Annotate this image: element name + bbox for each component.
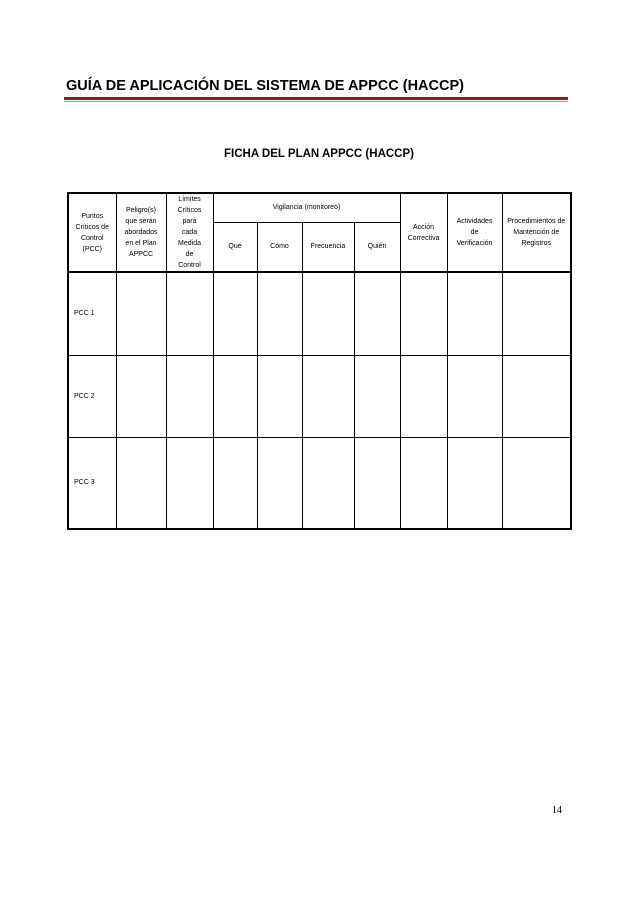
- col-header-frecuencia-text: Frecuencia: [310, 243, 346, 251]
- table-row: [68, 437, 571, 529]
- col-header-pcc: [68, 193, 116, 272]
- col-header-peligros: [116, 193, 166, 272]
- cell: [447, 355, 502, 437]
- col-header-actividades-text: Actividades de Verificación: [456, 218, 493, 247]
- cell: [257, 437, 302, 529]
- col-header-como-text: Cómo: [270, 243, 289, 251]
- col-header-quien-text: Quién: [367, 243, 387, 251]
- cell: [354, 355, 400, 437]
- cell: [213, 272, 257, 355]
- col-header-accion: [400, 193, 447, 272]
- col-header-vigilancia: [213, 193, 400, 222]
- cell: [400, 437, 447, 529]
- cell: [502, 437, 571, 529]
- col-header-peligros-text: Peligro(s) que serán abordados en el Plan APPCC: [124, 207, 158, 258]
- cell: [166, 272, 213, 355]
- page-header-title: GUÍA DE APLICACIÓN DEL SISTEMA DE APPCC (HACCP): [66, 78, 464, 94]
- row-label-pcc2: PCC 2: [68, 355, 116, 437]
- col-header-limites-text: Límites Críticos para cada Medida de Control: [177, 196, 202, 269]
- col-header-actividades: [447, 193, 502, 272]
- header-divider-thin: [64, 101, 568, 102]
- col-header-vigilancia-text: Vigilancia (monitoreo): [272, 204, 341, 212]
- cell: [116, 437, 166, 529]
- cell: [502, 355, 571, 437]
- cell: [166, 437, 213, 529]
- cell: [116, 272, 166, 355]
- cell: [447, 437, 502, 529]
- row-label-pcc1: PCC 1: [68, 272, 116, 355]
- cell: [354, 272, 400, 355]
- col-header-procedimientos: [502, 193, 571, 272]
- cell: [302, 355, 354, 437]
- col-header-que-text: Qué: [228, 243, 242, 251]
- col-header-como: [257, 222, 302, 272]
- document-title-text: FICHA DEL PLAN APPCC (HACCP): [224, 148, 414, 160]
- col-header-procedimientos-text: Procedimientos de Mantención de Registros: [507, 218, 566, 247]
- page-number: 14: [552, 805, 562, 816]
- document-title: [0, 148, 638, 160]
- table-row: [68, 355, 571, 437]
- cell: [400, 272, 447, 355]
- col-header-frecuencia: [302, 222, 354, 272]
- cell: [302, 272, 354, 355]
- table-row: [68, 272, 571, 355]
- cell: [502, 272, 571, 355]
- col-header-pcc-text: Puntos Críticos de Control (PCC): [75, 212, 109, 253]
- col-header-que: [213, 222, 257, 272]
- cell: [257, 272, 302, 355]
- haccp-plan-table: [67, 192, 572, 530]
- cell: [400, 355, 447, 437]
- cell: [447, 272, 502, 355]
- header-divider: [64, 97, 568, 100]
- cell: [257, 355, 302, 437]
- cell: [116, 355, 166, 437]
- col-header-quien: [354, 222, 400, 272]
- cell: [302, 437, 354, 529]
- cell: [166, 355, 213, 437]
- col-header-limites: [166, 193, 213, 272]
- cell: [213, 355, 257, 437]
- cell: [213, 437, 257, 529]
- row-label-pcc3: PCC 3: [68, 437, 116, 529]
- cell: [354, 437, 400, 529]
- col-header-accion-text: Acción Correctiva: [407, 223, 440, 242]
